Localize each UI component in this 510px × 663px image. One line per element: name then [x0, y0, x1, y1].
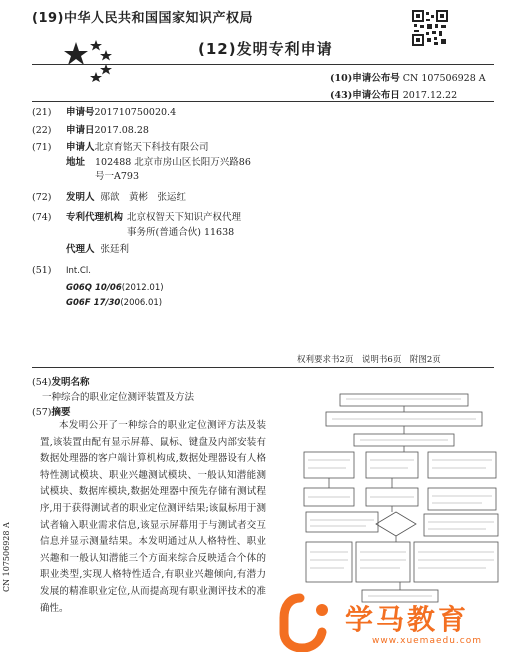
publication-number [330, 70, 486, 84]
agency-line-2: 事务所(普通合伙) 11638 [127, 226, 235, 238]
patent-agency [32, 211, 302, 240]
abstract-figure-flowchart [296, 392, 502, 606]
pub-date-value: 2017.12.22 [402, 90, 458, 101]
bibliographic-data [32, 106, 302, 310]
field-value [95, 156, 302, 185]
watermark-brand-name: 学马教育 [345, 603, 470, 636]
class-date: (2012.01) [121, 283, 164, 293]
field-code: (71) [32, 142, 52, 153]
field-label: 代理人 [66, 244, 95, 255]
field-label: Int.Cl. [66, 265, 91, 276]
int-cl [32, 264, 302, 279]
publication-date [330, 87, 457, 101]
pub-no-value: CN 107506928 A [402, 73, 486, 84]
field-code: (51) [32, 264, 52, 276]
document-type: (12)发明专利申请 [198, 40, 333, 58]
field-label: 申请日 [66, 124, 95, 136]
office-name: (19)中华人民共和国国家知识产权局 [32, 11, 253, 26]
address-line-2: 号一A793 [95, 171, 140, 182]
field-label: 专利代理机构 [66, 212, 124, 223]
address [32, 156, 302, 185]
field-code: (72) [32, 191, 52, 203]
field-value [127, 211, 302, 240]
classification-1 [32, 281, 302, 296]
applicant [32, 141, 302, 156]
application-number [32, 106, 302, 121]
field-label: 申请号 [66, 107, 95, 118]
pub-no-label: (10)申请公布号 [330, 73, 400, 84]
invention-title-label-row [32, 375, 194, 390]
inventors [32, 191, 302, 206]
class-code: G06Q 10/06 [66, 283, 122, 293]
class-date: (2006.01) [120, 297, 163, 308]
abstract-rule [32, 367, 494, 368]
field-value: 2017.08.28 [94, 124, 149, 136]
header-rule [32, 64, 494, 65]
field-code: (22) [32, 124, 52, 136]
application-date [32, 124, 302, 139]
field-value: 北京育铭天下科技有限公司 [94, 142, 209, 153]
agent [32, 243, 302, 258]
field-value: 郧歆 黄彬 张运红 [100, 191, 187, 203]
qr-code [412, 10, 448, 46]
abstract-text: 本发明公开了一种综合的职业定位测评方法及装置,该装置由配有显示屏幕、鼠标、键盘及内部安装有数据处理器的客户端计算机构成,数据处理器设有人格特性测试模块、职业兴趣测试模块、一般认知潜能测试模块、数据库模块,数据处理器中预先存储有测试程序,用于获得测试者的职业定位测评结果;该鼠标用于测试者输入职业需求信息,该显示屏幕用于与测试者交互信息并显示测量结果。本发明通过从人格特性、职业兴趣和一般认知潜能三个方面来综合反映适合个体的职业类型,实现人格特性适合,有职业兴趣倾向,有潜力发展的精准职业定位,从而提高现有职业测评技术的准确性。 [40, 420, 266, 614]
field-label: 发明名称 [51, 377, 90, 388]
field-label: 申请人 [66, 142, 95, 153]
page-count: 权利要求书2页 说明书6页 附图2页 [297, 355, 441, 365]
field-value: 张廷利 [100, 244, 130, 255]
field-code: (74) [32, 212, 52, 223]
title-and-abstract-header [32, 375, 194, 420]
pub-date-label: (43)申请公布日 [330, 90, 400, 101]
field-label: 地址 [66, 156, 86, 168]
field-label: 摘要 [51, 407, 71, 418]
address-line-1: 102488 北京市房山区长阳万兴路86 [95, 156, 251, 168]
field-code: (54) [32, 377, 52, 388]
field-code: (57) [32, 407, 52, 418]
field-code: (21) [32, 107, 52, 118]
invention-title: 一种综合的职业定位测评装置及方法 [42, 392, 195, 403]
field-value: 201710750020.4 [94, 107, 177, 118]
national-emblem-stars-icon [62, 38, 124, 82]
side-publication-number: CN 107506928 A [2, 522, 11, 592]
classification-2 [32, 296, 302, 311]
agency-line-1: 北京权智天下知识产权代理 [127, 212, 242, 223]
biblio-rule [32, 101, 494, 102]
class-code: G06F 17/30 [66, 297, 121, 308]
watermark-url: www.xuemaedu.com [372, 636, 483, 646]
field-label: 发明人 [66, 191, 95, 203]
